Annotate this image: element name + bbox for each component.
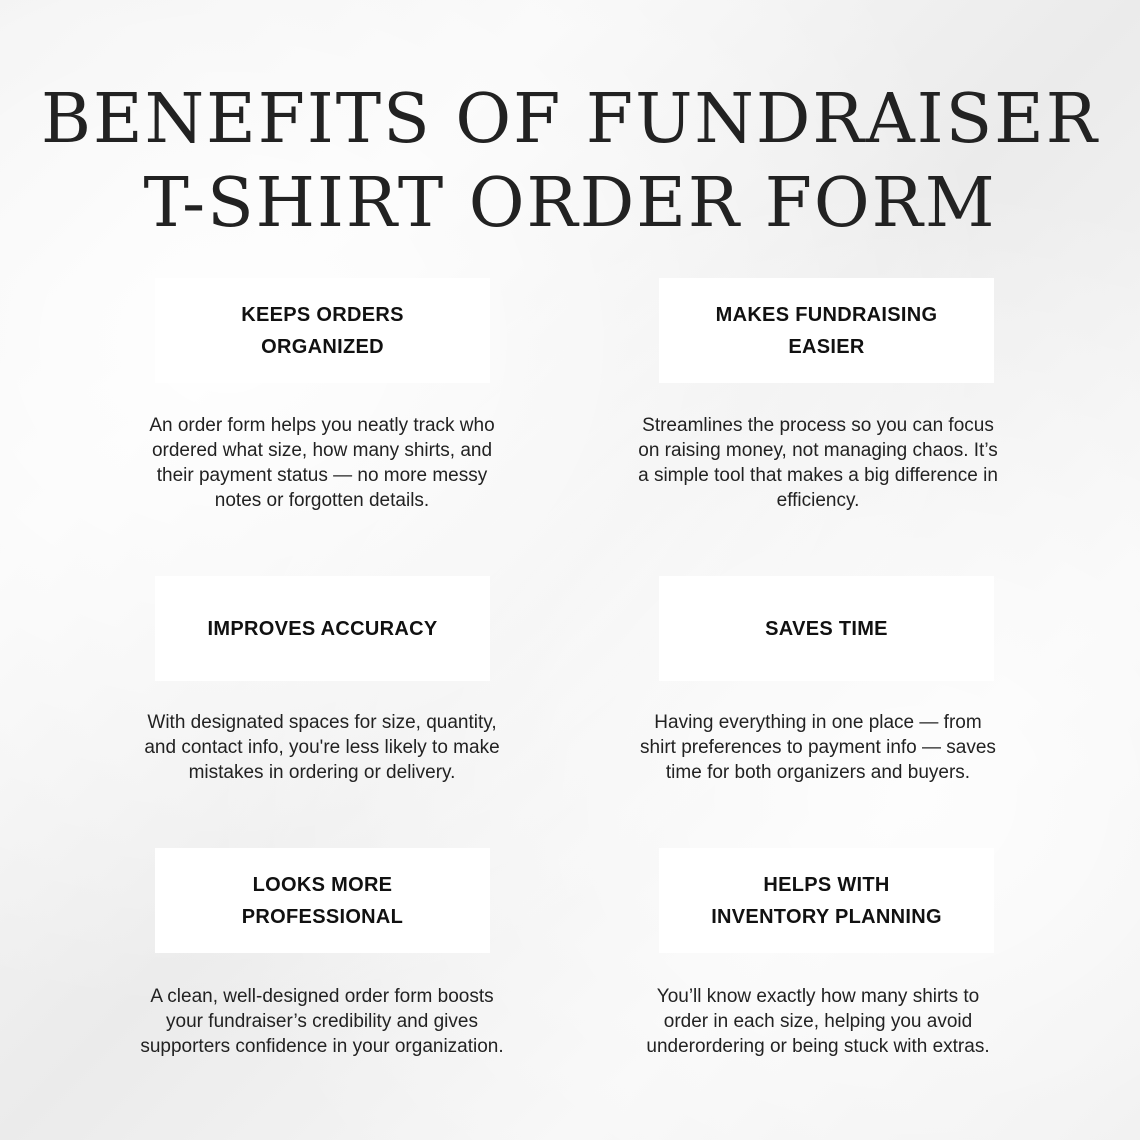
- description-line: order in each size, helping you avoid: [663, 1011, 973, 1032]
- benefit-description-improves-accuracy: [87, 710, 557, 785]
- description-line: their payment status — no more messy: [156, 465, 488, 486]
- description-line: shirt preferences to payment info — saves: [640, 737, 996, 758]
- description-line: An order form helps you neatly track who: [149, 415, 495, 436]
- benefit-heading: KEEPS ORDERS: [241, 303, 404, 326]
- benefit-card-makes-fundraising-easier: [659, 278, 994, 383]
- benefit-description-makes-fundraising-easier: [583, 413, 1053, 513]
- benefit-heading: MAKES FUNDRAISING: [715, 303, 938, 326]
- description-line: Having everything in one place — from: [654, 712, 982, 733]
- benefit-heading: INVENTORY PLANNING: [711, 905, 942, 928]
- description-line: and contact info, you're less likely to make: [144, 737, 500, 758]
- benefit-heading: PROFESSIONAL: [241, 905, 404, 928]
- description-line: time for both organizers and buyers.: [665, 762, 971, 783]
- page-title: [0, 78, 1140, 246]
- description-line: A clean, well-designed order form boosts: [150, 986, 494, 1007]
- benefit-heading: HELPS WITH: [763, 873, 890, 896]
- benefit-card-improves-accuracy: [155, 576, 490, 681]
- description-line: You’ll know exactly how many shirts to: [656, 986, 980, 1007]
- benefit-heading: LOOKS MORE: [252, 873, 393, 896]
- description-line: notes or forgotten details.: [214, 490, 430, 511]
- benefit-card-looks-more-professional: [155, 848, 490, 953]
- description-line: With designated spaces for size, quantity,: [147, 712, 497, 733]
- benefit-card-keeps-orders-organized: [155, 278, 490, 383]
- benefit-card-saves-time: [659, 576, 994, 681]
- description-line: underordering or being stuck with extras.: [646, 1036, 990, 1057]
- title-line-2: T-SHIRT ORDER FORM: [143, 164, 997, 243]
- benefit-description-keeps-orders-organized: [87, 413, 557, 513]
- benefit-card-helps-with-inventory-planning: [659, 848, 994, 953]
- benefit-description-saves-time: [583, 710, 1053, 785]
- benefit-heading: IMPROVES ACCURACY: [207, 617, 438, 640]
- benefit-heading: EASIER: [788, 335, 865, 358]
- benefit-heading: ORGANIZED: [261, 335, 384, 358]
- description-line: mistakes in ordering or delivery.: [188, 762, 456, 783]
- title-line-1: BENEFITS OF FUNDRAISER: [41, 80, 1099, 159]
- description-line: Streamlines the process so you can focus: [642, 415, 994, 436]
- benefit-description-helps-with-inventory-planning: [583, 984, 1053, 1059]
- description-line: efficiency.: [776, 490, 860, 511]
- description-line: ordered what size, how many shirts, and: [151, 440, 493, 461]
- description-line: your fundraiser’s credibility and gives: [166, 1011, 478, 1032]
- description-line: supporters confidence in your organization.: [140, 1036, 504, 1057]
- description-line: on raising money, not managing chaos. It’s: [638, 440, 998, 461]
- benefit-description-looks-more-professional: [87, 984, 557, 1059]
- benefit-heading: SAVES TIME: [765, 617, 888, 640]
- description-line: a simple tool that makes a big difference in: [638, 465, 998, 486]
